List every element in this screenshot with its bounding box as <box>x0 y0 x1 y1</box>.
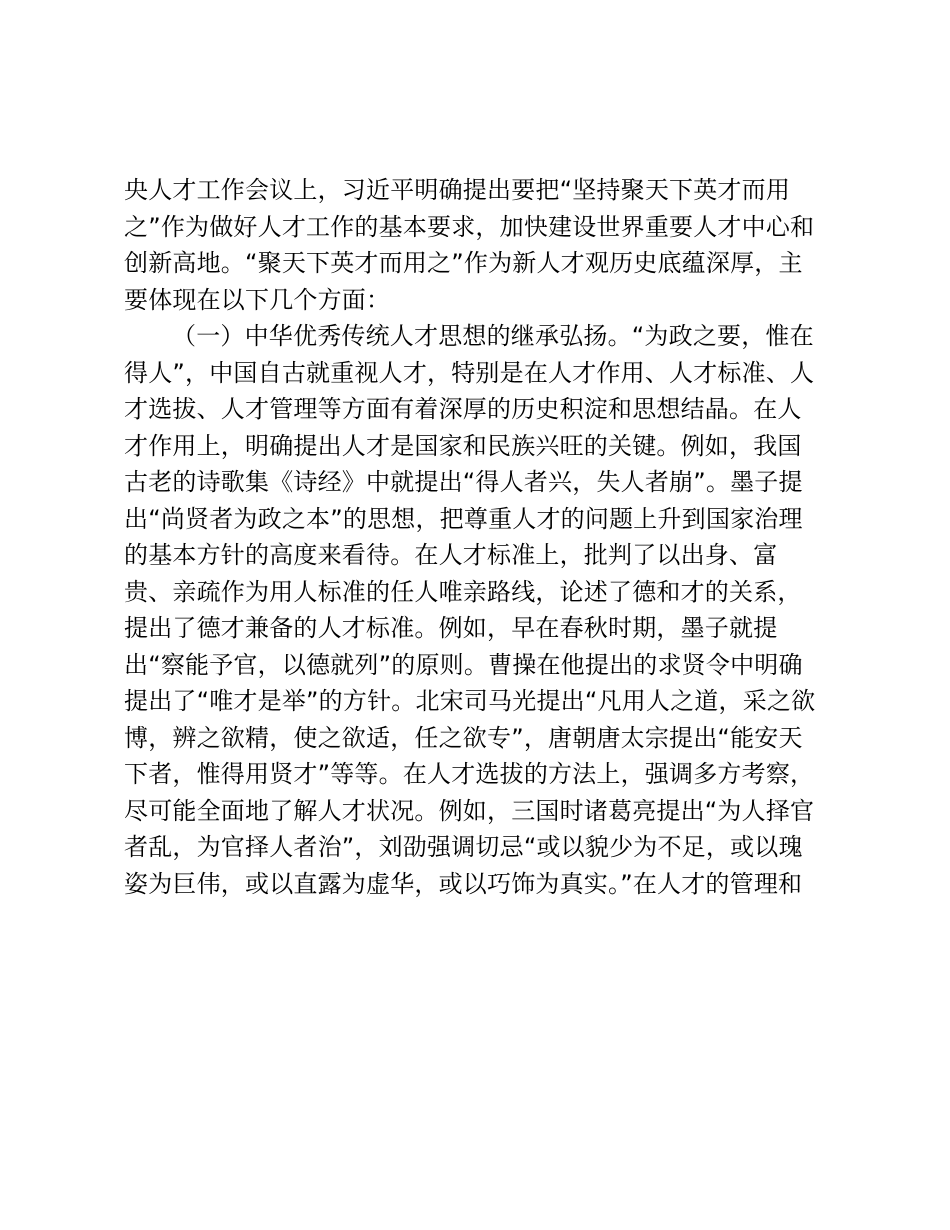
text-line: 提出了德才兼备的人才标准。例如，早在春秋时期，墨子就提 <box>124 614 778 642</box>
text-line: 出“察能予官，以德就列”的原则。曹操在他提出的求贤令中明确 <box>124 650 803 679</box>
text-line: 尽可能全面地了解人才状况。例如，三国时诸葛亮提出“为人择官 <box>124 796 815 825</box>
text-line: 的基本方针的高度来看待。在人才标准上，批判了以出身、富 <box>124 541 778 569</box>
section-heading-line: （一）中华优秀传统人才思想的继承弘扬。“为政之要，惟在 <box>172 322 814 350</box>
text-line: 下者，惟得用贤才”等等。在人才选拔的方法上，强调多方考察， <box>124 760 815 788</box>
text-line: 之”作为做好人才工作的基本要求，加快建设世界重要人才中心和 <box>124 212 815 241</box>
body-text <box>124 172 836 902</box>
text-line: 央人才工作会议上，习近平明确提出要把“坚持聚天下英才而用 <box>124 176 791 204</box>
text-line: 出“尚贤者为政之本”的思想，把尊重人才的问题上升到国家治理 <box>124 504 803 533</box>
text-line: 贵、亲疏作为用人标准的任人唯亲路线，论述了德和才的关系， <box>124 577 802 606</box>
text-line: 要体现在以下几个方面： <box>124 285 391 314</box>
text-line: 创新高地。“聚天下英才而用之”作为新人才观历史底蕴深厚，主 <box>124 249 803 277</box>
text-line: 才选拔、人才管理等方面有着深厚的历史积淀和思想结晶。在人 <box>124 395 802 423</box>
text-line: 博，辨之欲精，使之欲适，任之欲专”，唐朝唐太宗提出“能安天 <box>124 723 803 752</box>
text-line: 古老的诗歌集《诗经》中就提出“得人者兴，失人者崩”。墨子提 <box>124 468 803 496</box>
text-line: 才作用上，明确提出人才是国家和民族兴旺的关键。例如，我国 <box>124 431 802 460</box>
text-line: 姿为巨伟，或以直露为虚华，或以巧饰为真实。”在人才的管理和 <box>124 869 803 898</box>
text-line: 者乱，为官择人者治”，刘劭强调切忌“或以貌少为不足，或以瑰 <box>124 833 803 861</box>
text-line: 得人”，中国自古就重视人才，特别是在人才作用、人才标准、人 <box>124 358 815 387</box>
text-line: 提出了“唯才是举”的方针。北宋司马光提出“凡用人之道，采之欲 <box>124 687 816 715</box>
